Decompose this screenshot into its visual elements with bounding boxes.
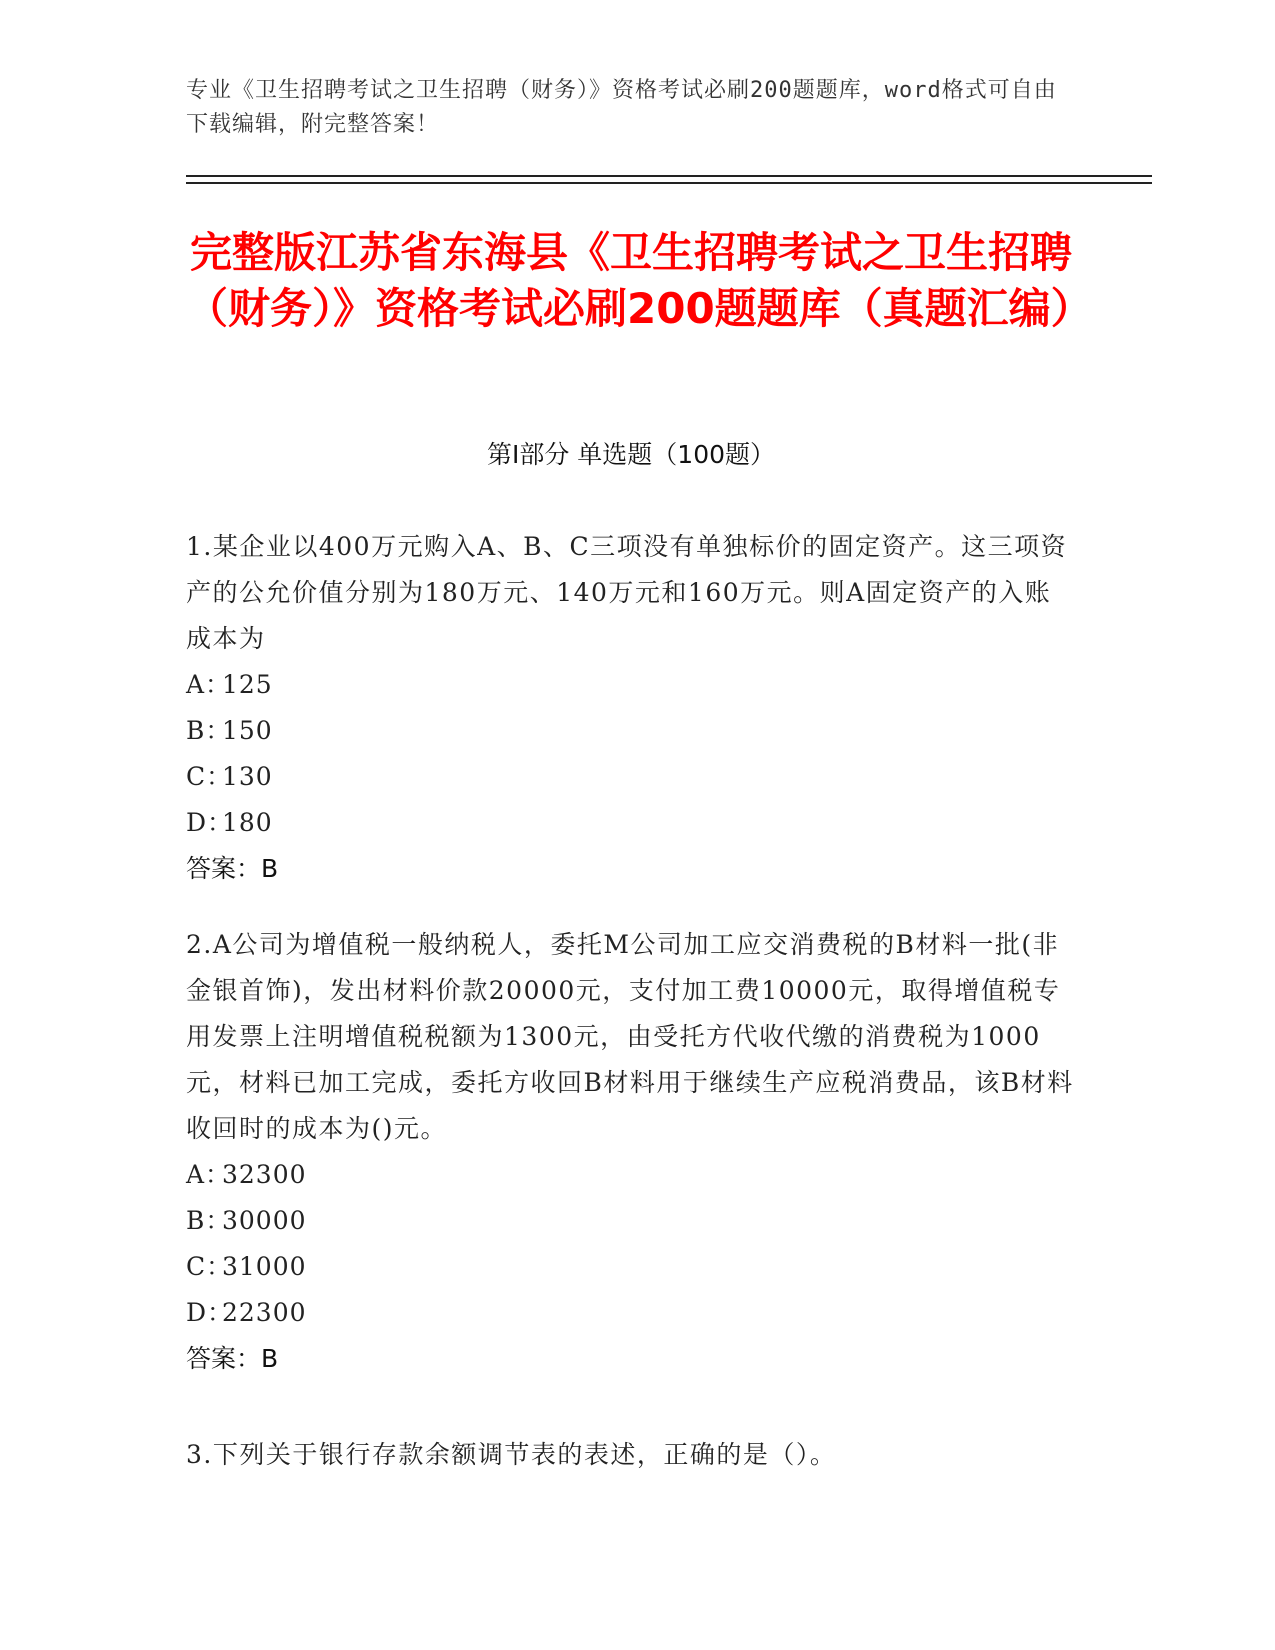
option-text: 150: [222, 716, 273, 745]
answer-label: 答案：B: [186, 854, 279, 883]
option-key: D：: [186, 808, 234, 837]
option-key: B：: [186, 1206, 232, 1235]
option-c: [186, 1244, 1076, 1290]
option-text: 31000: [222, 1252, 307, 1281]
question-stem: 3.下列关于银行存款余额调节表的表述，正确的是（）。: [186, 1440, 837, 1469]
option-b: [186, 708, 1076, 754]
option-key: D：: [186, 1298, 234, 1327]
header-note: 专业《卫生招聘考试之卫生招聘（财务）》资格考试必刷200题题库，word格式可自由下载编辑，附完整答案！: [186, 78, 1057, 137]
question-stem: 2.A公司为增值税一般纳税人，委托M公司加工应交消费税的B材料一批(非金银首饰)，发出材料价款20000元，支付加工费10000元，取得增值税专用发票上注明增值税税额为1300元，由受托方代收代缴的消费税为1000元，材料已加工完成，委托方收回B材料用于继续生产应税消费品，该B材料收回时的成本为()元。: [186, 930, 1074, 1143]
option-a: [186, 1152, 1076, 1198]
option-text: 125: [222, 670, 273, 699]
option-text: 30000: [222, 1206, 307, 1235]
option-text: 22300: [222, 1298, 307, 1327]
answer-label: 答案：B: [186, 1344, 279, 1373]
question-2: [186, 922, 1076, 1382]
option-text: 130: [222, 762, 273, 791]
section-heading: 第Ⅰ部分 单选题（100题）: [486, 440, 776, 469]
document-title: 完整版江苏省东海县《卫生招聘考试之卫生招聘（财务）》资格考试必刷200题题库（真题汇编）: [186, 228, 1093, 333]
option-key: C：: [186, 1252, 233, 1281]
option-text: 32300: [222, 1160, 307, 1189]
question-1: [186, 524, 1076, 892]
header-divider-bottom: [186, 182, 1152, 184]
option-key: C：: [186, 762, 233, 791]
option-d: [186, 800, 1076, 846]
header-divider-top: [186, 175, 1152, 177]
option-key: A：: [186, 1160, 232, 1189]
option-key: A：: [186, 670, 232, 699]
question-3: [186, 1432, 1076, 1478]
option-a: [186, 662, 1076, 708]
question-stem: 1.某企业以400万元购入A、B、C三项没有单独标价的固定资产。这三项资产的公允价值分别为180万元、140万元和160万元。则A固定资产的入账成本为: [186, 532, 1068, 653]
option-c: [186, 754, 1076, 800]
option-d: [186, 1290, 1076, 1336]
option-text: 180: [222, 808, 273, 837]
option-key: B：: [186, 716, 232, 745]
option-b: [186, 1198, 1076, 1244]
